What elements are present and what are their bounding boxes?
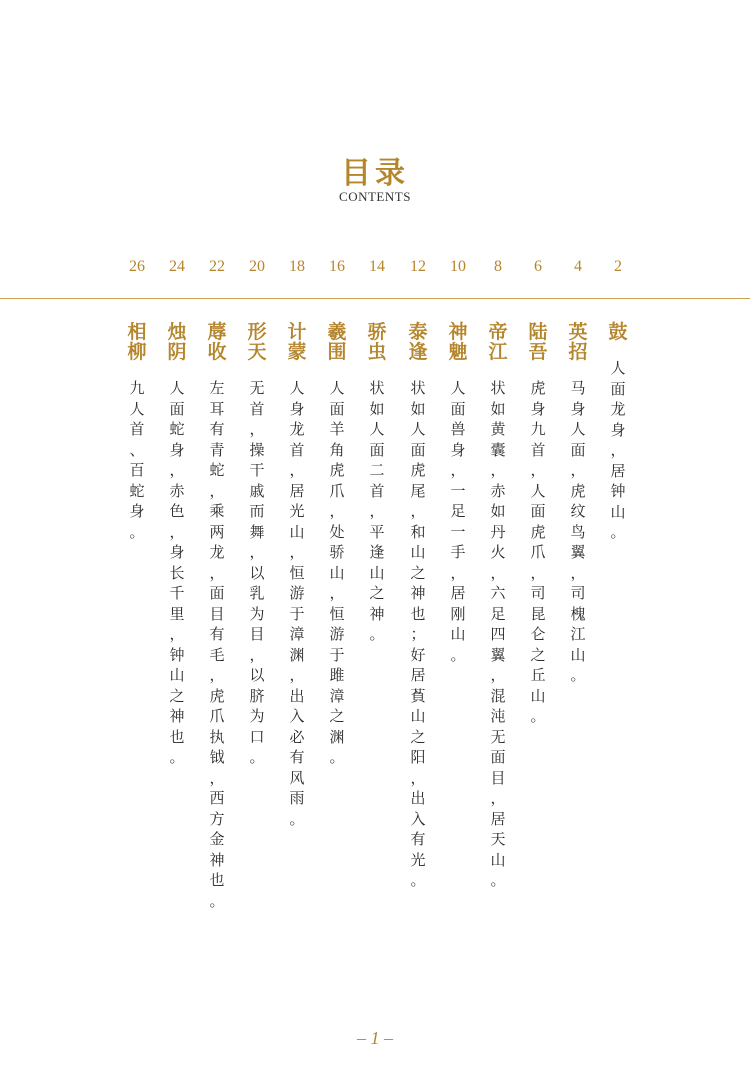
contents-entry[interactable]	[279, 322, 315, 829]
entry-name: 陆 吾	[528, 321, 548, 363]
page-number: 12	[410, 258, 426, 275]
entry-name: 帝 江	[488, 321, 508, 363]
contents-entry[interactable]	[159, 322, 195, 768]
page-subtitle: CONTENTS	[339, 189, 411, 204]
entry-name: 英 招	[568, 321, 588, 363]
page-number: 22	[209, 258, 225, 275]
contents-entry[interactable]	[400, 322, 436, 891]
page-number: 18	[289, 258, 305, 275]
entry-description: 马 身 人 面 ， 虎 纹 鸟 翼 ， 司 槐 江 山 。	[570, 379, 586, 684]
entry-name: 相 柳	[127, 321, 147, 363]
page-number: 6	[534, 258, 542, 275]
page-number: 16	[329, 258, 345, 275]
contents-entry[interactable]	[560, 322, 596, 686]
contents-entry[interactable]	[319, 322, 355, 768]
page-title: 目录	[341, 156, 409, 191]
contents-entry[interactable]	[480, 322, 516, 891]
entry-name: 神 䰠	[448, 321, 468, 363]
page-number: 26	[129, 258, 145, 275]
entry-description: 状 如 人 面 虎 尾 ， 和 山 之 神 也 ； 好 居 萯 山 之 阳 ， 出 入 有 光 。	[410, 379, 426, 889]
entry-name: 羲 围	[327, 321, 347, 363]
entry-description: 人 面 蛇 身 ， 赤 色 ， 身 长 千 里 ， 钟 山 之 神 也 。	[169, 379, 185, 766]
entry-description: 状 如 黄 囊 ， 赤 如 丹 火 ， 六 足 四 翼 ， 混 沌 无 面 目 ， 居 天 山 。	[490, 379, 506, 889]
divider-rule	[0, 298, 750, 299]
page-number: 10	[450, 258, 466, 275]
entry-description: 无 首 ， 操 干 戚 而 舞 ， 以 乳 为 目 ， 以 脐 为 口 。	[249, 379, 265, 766]
page-folio: – 1 –	[357, 1028, 393, 1048]
entry-description: 人 面 兽 身 ， 一 足 一 手 ， 居 刚 山 。	[450, 379, 466, 664]
contents-entry[interactable]	[239, 322, 275, 768]
contents-entries	[0, 322, 750, 1022]
entry-name: 计 蒙	[287, 321, 307, 363]
page-number: 4	[574, 258, 582, 275]
contents-entry[interactable]	[600, 322, 636, 543]
entry-description: 状 如 人 面 二 首 ， 平 逢 山 之 神 。	[369, 379, 385, 643]
entry-description: 九 人 首 、 百 蛇 身 。	[129, 379, 145, 541]
entry-name: 形 天	[247, 321, 267, 363]
page-number-row	[0, 258, 750, 282]
entry-description: 人 面 龙 身 ， 居 钟 山 。	[610, 359, 626, 541]
entry-name: 烛 阴	[167, 321, 187, 363]
entry-name: 骄 虫	[367, 321, 387, 363]
entry-description: 左 耳 有 青 蛇 ， 乘 两 龙 ， 面 目 有 毛 ， 虎 爪 执 钺 ， 西 方 金 神 也 。	[209, 379, 225, 910]
page-number: 2	[614, 258, 622, 275]
contents-entry[interactable]	[440, 322, 476, 665]
entry-name: 蓐 收	[207, 321, 227, 363]
page-number: 8	[494, 258, 502, 275]
entry-description: 虎 身 九 首 ， 人 面 虎 爪 ， 司 昆 仑 之 丘 山 。	[530, 379, 546, 725]
contents-entry[interactable]	[199, 322, 235, 911]
page-number: 24	[169, 258, 185, 275]
entry-name: 泰 逢	[408, 321, 428, 363]
entry-description: 人 身 龙 首 ， 居 光 山 ， 恒 游 于 漳 渊 ， 出 入 必 有 风 雨 。	[289, 379, 305, 828]
contents-entry[interactable]	[520, 322, 556, 727]
page-number: 20	[249, 258, 265, 275]
page-number: 14	[369, 258, 385, 275]
entry-description: 人 面 羊 角 虎 爪 ， 处 骄 山 ， 恒 游 于 雎 漳 之 渊 。	[329, 379, 345, 766]
contents-entry[interactable]	[119, 322, 155, 542]
entry-name: 鼓	[608, 321, 628, 343]
contents-entry[interactable]	[359, 322, 395, 645]
